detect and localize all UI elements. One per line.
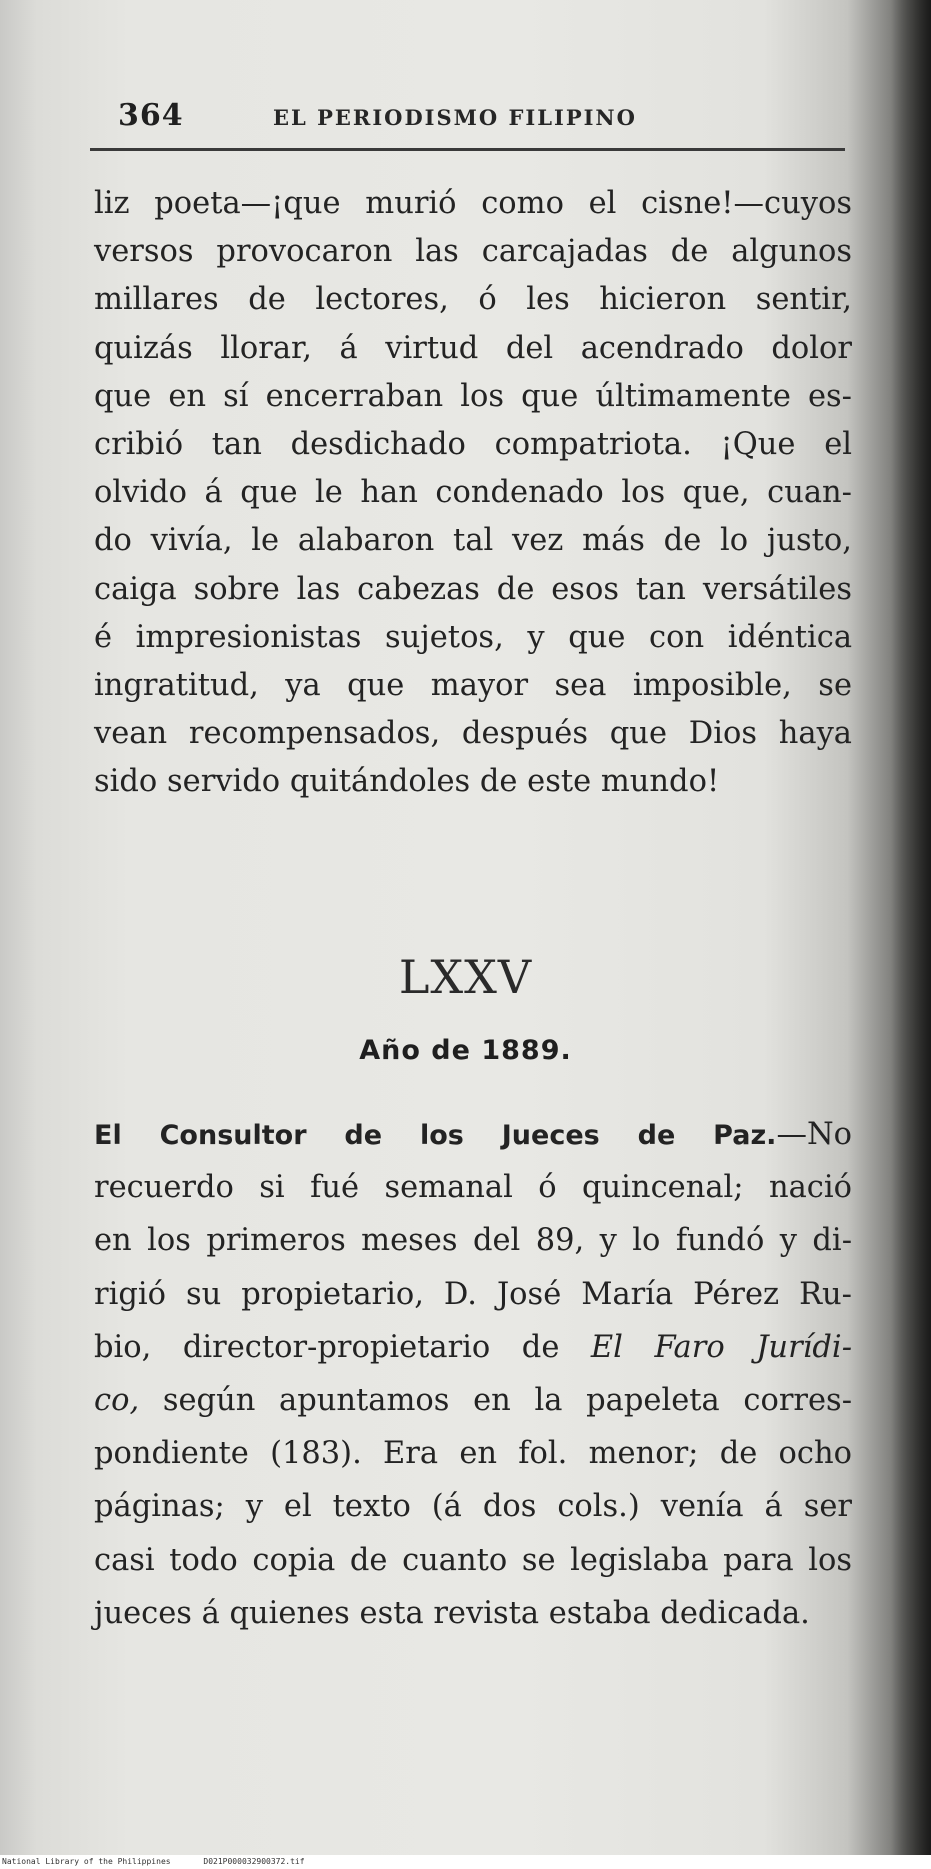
scan-footer bbox=[0, 1855, 931, 1869]
text-line: quizás llorar, á virtud del acendrado dolor bbox=[94, 330, 852, 366]
running-head: EL PERIODISMO FILIPINO bbox=[273, 105, 637, 130]
file-id: D021P000032900372.tif bbox=[203, 1857, 305, 1866]
header-rule bbox=[90, 148, 845, 151]
text-line: caiga sobre las cabezas de esos tan versátiles bbox=[94, 571, 852, 607]
periodical-title: co, bbox=[94, 1382, 140, 1418]
text-run: bio, director-propietario de bbox=[94, 1329, 591, 1365]
text-line: que en sí encerraban los que últimamente es- bbox=[94, 378, 852, 414]
paragraph-continued bbox=[94, 180, 852, 806]
text-line: é impresionistas sujetos, y que con idéntica bbox=[94, 619, 852, 655]
page-header bbox=[118, 98, 858, 148]
text-line bbox=[94, 1321, 852, 1374]
page-number: 364 bbox=[118, 98, 184, 133]
text-line: do vivía, le alabaron tal vez más de lo justo, bbox=[94, 523, 852, 559]
library-credit: National Library of the Philippines bbox=[2, 1857, 171, 1866]
text-line: recuerdo si fué semanal ó quincenal; nació bbox=[94, 1170, 852, 1206]
text-line: pondiente (183). Era en fol. menor; de ocho bbox=[94, 1436, 852, 1472]
text-line bbox=[94, 1374, 852, 1427]
text-line: olvido á que le han condenado los que, cuan- bbox=[94, 475, 852, 511]
section-number: LXXV bbox=[398, 950, 533, 1004]
text-line: liz poeta—¡que murió como el cisne!—cuyos bbox=[94, 186, 852, 221]
text-line: versos provocaron las carcajadas de algunos bbox=[94, 234, 852, 270]
page-gutter-shadow bbox=[891, 0, 931, 1855]
text-line: vean recompensados, después que Dios haya bbox=[94, 716, 852, 752]
text-run: —No bbox=[776, 1117, 852, 1152]
text-line: rigió su propietario, D. José María Pérez Ru- bbox=[94, 1276, 852, 1312]
paragraph-entry bbox=[94, 1108, 852, 1640]
text-line: páginas; y el texto (á dos cols.) venía á ser bbox=[94, 1489, 852, 1525]
text-line: sido servido quitándoles de este mundo! bbox=[94, 764, 720, 800]
entry-title: El Consultor de los Jueces de Paz. bbox=[94, 1120, 777, 1151]
text-line: cribió tan desdichado compatriota. ¡Que el bbox=[94, 426, 852, 462]
text-line: millares de lectores, ó les hicieron sentir, bbox=[94, 282, 852, 318]
text-line: jueces á quienes esta revista estaba dedicada. bbox=[94, 1595, 810, 1631]
text-line: ingratitud, ya que mayor sea imposible, se bbox=[94, 667, 852, 703]
text-line bbox=[94, 1108, 852, 1161]
periodical-title: El Faro Jurídi- bbox=[590, 1329, 852, 1365]
text-run: según apuntamos en la papeleta corres- bbox=[139, 1382, 852, 1418]
text-line: casi todo copia de cuanto se legislaba para los bbox=[94, 1542, 852, 1578]
section-year-heading: Año de 1889. bbox=[359, 1035, 572, 1066]
text-line: en los primeros meses del 89, y lo fundó y di- bbox=[94, 1223, 852, 1259]
